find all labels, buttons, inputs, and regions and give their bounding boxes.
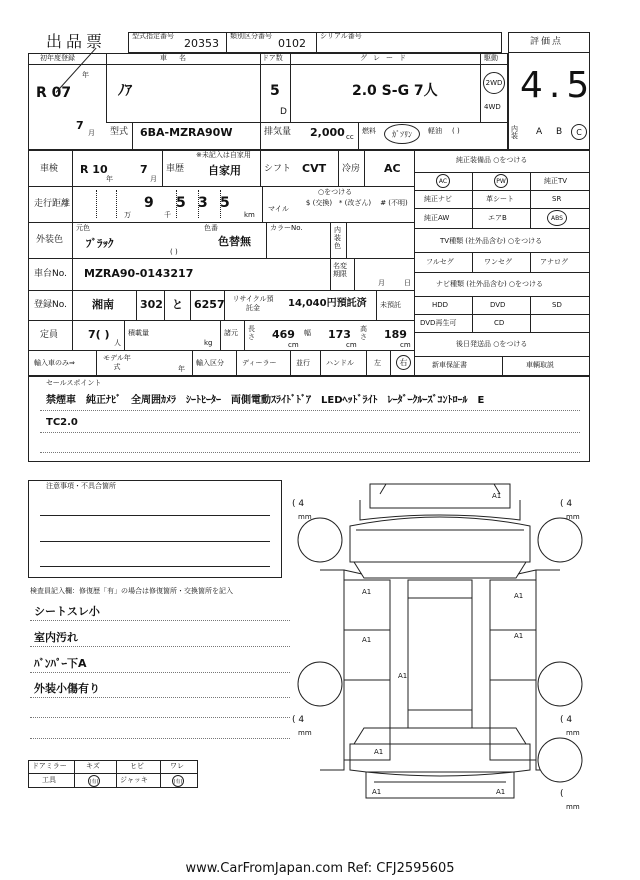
mileage-man: 9 bbox=[144, 195, 154, 211]
damage-mark: A1 bbox=[372, 788, 382, 796]
color-repaint: 色替無 bbox=[218, 235, 251, 248]
meter-exchange: $ (交換) bbox=[305, 199, 333, 207]
color-label: 外装色 bbox=[36, 235, 64, 245]
equip-tv: 純正TV bbox=[544, 177, 568, 185]
wid-unit: cm bbox=[346, 341, 357, 349]
drive-label: 駆動 bbox=[484, 54, 498, 62]
load-unit: kg bbox=[204, 339, 213, 347]
dvd-playable: DVD再生可 bbox=[420, 319, 457, 327]
import-label: 輸入車のみ⇒ bbox=[34, 359, 75, 367]
reg-label: 登録No. bbox=[34, 300, 67, 310]
hgt-value: 189 bbox=[384, 328, 407, 341]
drive-2wd-circle: 2WD bbox=[483, 72, 505, 94]
later-header: 後日発送品 ○をつける bbox=[456, 340, 528, 348]
tire-fr-unit: mm bbox=[566, 513, 580, 521]
handle-right-circle: 右 bbox=[396, 355, 411, 370]
car-name-label: 車名 bbox=[160, 54, 198, 62]
later-manual: 車輌取説 bbox=[526, 361, 554, 369]
mileage-d3: 5 bbox=[220, 195, 230, 211]
equip-airbag: エアB bbox=[488, 214, 507, 222]
legend-jack-yes-circle: (有) bbox=[172, 775, 184, 787]
car-diagram bbox=[290, 470, 590, 816]
orig-color-label: 元色 bbox=[76, 224, 90, 232]
legend-tool-yes-circle: (有) bbox=[88, 775, 100, 787]
damage-mark: A1 bbox=[362, 636, 372, 644]
tv-fullseg: フルセグ bbox=[426, 258, 454, 266]
shaken-year-unit: 年 bbox=[106, 175, 113, 183]
dealer-option: ディーラー bbox=[242, 359, 277, 367]
cap-label: 定員 bbox=[40, 330, 59, 340]
legend-tool: 工具 bbox=[42, 776, 56, 784]
reg-class: 302 bbox=[140, 298, 163, 311]
model-year-label: モデル年式 bbox=[103, 354, 131, 371]
class-no-label: 類別区分番号 bbox=[230, 32, 272, 40]
import-type-label: 輸入区分 bbox=[196, 359, 224, 367]
damage-mark: A1 bbox=[492, 492, 502, 500]
navi-sd: SD bbox=[552, 301, 562, 309]
meter-unknown: # (不明) bbox=[380, 199, 408, 207]
hgt-label: 高さ bbox=[360, 325, 367, 341]
reg-number: 6257 bbox=[194, 298, 225, 311]
grade-label: グレード bbox=[360, 54, 412, 62]
tv-oneseg: ワンセグ bbox=[484, 258, 512, 266]
recycle-value: 14,040円預託済 bbox=[288, 298, 367, 309]
door-sub: D bbox=[280, 107, 287, 117]
history-label: 車歴 bbox=[166, 164, 185, 174]
first-reg-month-unit: 月 bbox=[88, 129, 95, 137]
first-reg-label: 初年度登録 bbox=[40, 54, 75, 62]
notes-box bbox=[28, 480, 282, 578]
equip-sr: SR bbox=[552, 195, 562, 203]
fuel-gasoline-circle: ｶﾞｿﾘﾝ bbox=[384, 124, 420, 144]
reg-kana: と bbox=[172, 298, 183, 311]
cd-label: CD bbox=[494, 319, 505, 327]
reg-area: 湘南 bbox=[92, 298, 114, 311]
equip-pw-circle: PW bbox=[494, 174, 508, 188]
damage-mark: A1 bbox=[514, 632, 524, 640]
vin-label: 車台No. bbox=[34, 269, 67, 279]
equip-navi: 純正ナビ bbox=[424, 195, 452, 203]
fuel-label: 燃料 bbox=[362, 127, 376, 135]
damage-mark: A1 bbox=[362, 588, 372, 596]
disp-label: 排気量 bbox=[264, 127, 292, 137]
interior-label: 内装 bbox=[511, 125, 518, 140]
footer-reference: www.CarFromJapan.com Ref: CFJ2595605 bbox=[185, 861, 455, 876]
name-change-month: 月 bbox=[378, 279, 385, 287]
model-label: 型式 bbox=[110, 127, 129, 137]
mileage-sen-unit: 千 bbox=[164, 211, 171, 219]
doors-label: ドア数 bbox=[262, 54, 283, 62]
legend-jack: ジャッキ bbox=[120, 776, 148, 784]
interior-grade-c-circle: C bbox=[571, 124, 587, 140]
model-year-unit: 年 bbox=[178, 365, 185, 373]
later-warranty: 新車保証書 bbox=[432, 361, 467, 369]
equip-header: 純正装備品 ○をつける bbox=[456, 156, 528, 164]
inspector-label: 検査員記入欄：修復歴「有」の場合は修復箇所・交換箇所を記入 bbox=[30, 587, 233, 595]
tire-fr: ( 4 bbox=[560, 499, 573, 509]
tire-rr: ( 4 bbox=[560, 715, 573, 725]
first-reg-year-unit: 年 bbox=[82, 71, 89, 79]
navi-hdd: HDD bbox=[432, 301, 449, 309]
legend-mirror: ドアミラー bbox=[32, 762, 67, 770]
mileage-d2: 3 bbox=[198, 195, 208, 211]
color-no-label: 色番 bbox=[204, 224, 218, 232]
equip-ac-circle: AC bbox=[436, 174, 450, 188]
color-code-label: カラーNo. bbox=[270, 224, 303, 232]
model-value: 6BA-MZRA90W bbox=[140, 126, 233, 139]
wid-label: 幅 bbox=[304, 329, 311, 337]
first-reg-era: R 07 bbox=[36, 85, 72, 101]
recycle-none: 未預託 bbox=[380, 301, 401, 309]
tire-fl: ( 4 bbox=[292, 499, 305, 509]
tv-analog: アナログ bbox=[540, 258, 568, 266]
tire-fl-unit: mm bbox=[298, 513, 312, 521]
tv-header: TV種類 (社外品含む) ○をつける bbox=[440, 237, 543, 245]
tire-spare: ( bbox=[560, 789, 575, 799]
len-label: 長さ bbox=[248, 325, 255, 341]
recycle-label: リサイクル預託金 bbox=[232, 295, 274, 312]
len-unit: cm bbox=[288, 341, 299, 349]
sales-line-2: TC2.0 bbox=[46, 417, 78, 428]
cap-value: 7( ) bbox=[88, 328, 110, 341]
name-change-label: 名変期限 bbox=[333, 262, 347, 278]
note-line-2: 室内汚れ bbox=[34, 631, 78, 644]
drive-4wd: 4WD bbox=[484, 103, 501, 111]
shift-label: シフト bbox=[264, 164, 292, 174]
meter-mile: マイル bbox=[268, 205, 289, 213]
diesel-label: 軽油 bbox=[428, 127, 442, 135]
int-color-label: 内装色 bbox=[334, 226, 341, 250]
tire-rl-unit: mm bbox=[298, 729, 312, 737]
mileage-label: 走行距離 bbox=[34, 199, 71, 209]
legend-break: ワレ bbox=[170, 762, 184, 770]
legend-scratch: キズ bbox=[86, 762, 100, 770]
note-line-3: ﾊﾞﾝﾊﾟｰ下A bbox=[34, 657, 87, 670]
tire-rl: ( 4 bbox=[292, 715, 305, 725]
parallel-option: 並行 bbox=[296, 359, 310, 367]
note-line-1: シートスレ小 bbox=[34, 605, 100, 618]
mileage-man-unit: 万 bbox=[124, 211, 131, 219]
history-value: 自家用 bbox=[208, 164, 241, 177]
equip-leather: 革シート bbox=[486, 195, 514, 203]
equip-abs-circle: ABS bbox=[547, 210, 567, 226]
interior-grade-a: A bbox=[536, 127, 543, 137]
history-note: ※未記入は自家用 bbox=[196, 151, 251, 159]
note-line-4: 外装小傷有り bbox=[34, 682, 100, 695]
car-name: ﾉｱ bbox=[118, 83, 132, 99]
type-no: 20353 bbox=[184, 37, 219, 50]
doors-value: 5 bbox=[270, 83, 280, 99]
name-change-day: 日 bbox=[404, 279, 411, 287]
grade-value: 2.0 S-G 7人 bbox=[352, 83, 438, 99]
notes-label: 注意事項・不具合箇所 bbox=[46, 482, 116, 490]
vin-value: MZRA90-0143217 bbox=[84, 267, 194, 280]
tire-rr-unit: mm bbox=[566, 729, 580, 737]
equip-aw: 純正AW bbox=[424, 214, 450, 222]
damage-mark: A1 bbox=[496, 788, 506, 796]
legend-crack: ヒビ bbox=[130, 762, 144, 770]
damage-mark: A1 bbox=[514, 592, 524, 600]
handle-left: 左 bbox=[374, 359, 381, 367]
ac-value: AC bbox=[384, 162, 401, 175]
meter-rewind: * (改ざん) bbox=[338, 199, 372, 207]
mileage-km-unit: km bbox=[244, 211, 255, 219]
handle-label: ハンドル bbox=[326, 359, 354, 367]
navi-header: ナビ種類 (社外品含む) ○をつける bbox=[436, 280, 544, 288]
shaken-label: 車検 bbox=[40, 164, 59, 174]
score-label: 評価点 bbox=[530, 37, 564, 47]
wid-value: 173 bbox=[328, 328, 351, 341]
mileage-d1: 5 bbox=[176, 195, 186, 211]
tire-spare-unit: mm bbox=[566, 803, 580, 811]
shaken-era: R 10 bbox=[80, 163, 108, 176]
navi-dvd: DVD bbox=[490, 301, 506, 309]
hgt-unit: cm bbox=[400, 341, 411, 349]
disp-unit: cc bbox=[346, 133, 354, 141]
sales-label: セールスポイント bbox=[46, 379, 102, 387]
diesel-paren: ( ) bbox=[452, 127, 460, 135]
shaken-month: 7 bbox=[140, 163, 148, 176]
meter-note: ○をつける bbox=[318, 188, 353, 196]
orig-color: ﾌﾞﾗｯｸ bbox=[86, 237, 114, 250]
sales-line-1: 禁煙車 純正ﾅﾋﾞ 全周囲ｶﾒﾗ ｼｰﾄﾋｰﾀｰ 両側電動ｽﾗｲﾄﾞﾄﾞｱ LEDﾍｯﾄﾞﾗｲﾄ ﾚｰﾀﾞｰｸﾙｰｽﾞｺﾝﾄﾛｰﾙ E bbox=[46, 395, 485, 406]
class-no: 0102 bbox=[278, 37, 306, 50]
disp-value: 2,000 bbox=[310, 126, 345, 139]
first-reg-month: 7 bbox=[76, 119, 84, 132]
len-value: 469 bbox=[272, 328, 295, 341]
type-no-label: 型式指定番号 bbox=[132, 32, 174, 40]
color-paren: ( ) bbox=[170, 248, 178, 256]
ac-label: 冷房 bbox=[342, 164, 361, 174]
size-label: 諸元 bbox=[224, 329, 238, 337]
cap-unit: 人 bbox=[114, 339, 121, 347]
form-title: 出品票 bbox=[46, 32, 107, 51]
damage-mark: A1 bbox=[374, 748, 384, 756]
shaken-month-unit: 月 bbox=[150, 175, 157, 183]
score-value: 4.5 bbox=[520, 65, 596, 106]
interior-grade-b: B bbox=[556, 127, 563, 137]
serial-label: シリアル番号 bbox=[320, 32, 362, 40]
load-label: 積載量 bbox=[128, 329, 149, 337]
damage-mark: A1 bbox=[398, 672, 408, 680]
shift-value: CVT bbox=[302, 162, 327, 175]
